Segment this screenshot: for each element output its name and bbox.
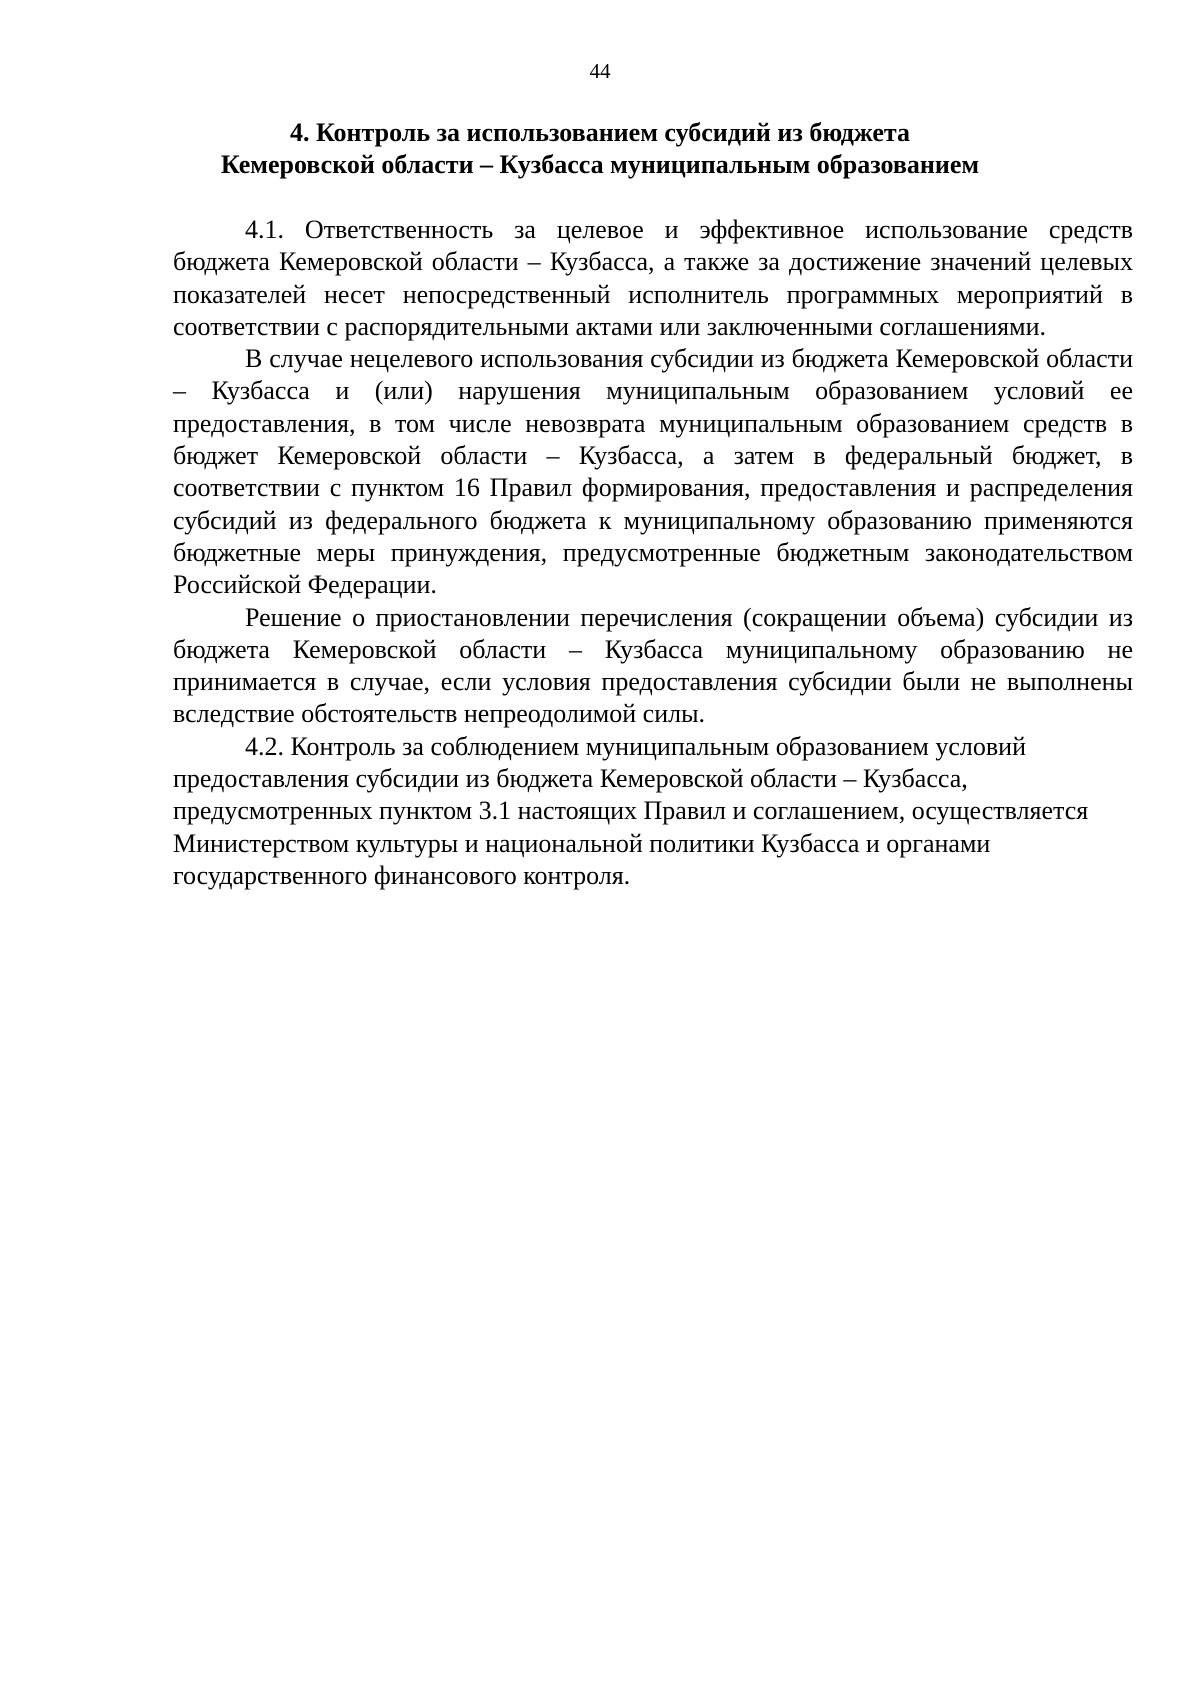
paragraph-misuse-measures: В случае нецелевого использования субсидии из бюджета Кемеровской области – Кузбасса и (или) нарушения муниципальным образованием условий ее предоставления, в том числе невозврата муниципальным образованием средств в бюджет Кемеровской области – Кузбасса, а затем в федеральный бюджет, в соответствии с пунктом 16 Правил формирования, предоставления и распределения субсидий из федерального бюджета к муниципальному образованию применяются бюджетные меры принуждения, предусмотренные бюджетным законодательством Российской Федерации.	[173, 344, 1133, 600]
section-heading-line-2: Кемеровской области – Кузбасса муниципальным образованием	[220, 150, 980, 179]
section-heading-line-1: 4. Контроль за использованием субсидий из бюджета	[289, 118, 910, 147]
page-number: 44	[589, 59, 611, 83]
section-heading	[0, 117, 1200, 181]
paragraph-4-1: 4.1. Ответственность за целевое и эффективное использование средств бюджета Кемеровской области – Кузбасса, а также за достижение значений целевых показателей несет непосредственный исполнитель программных мероприятий в соответствии с распорядительными актами или заключенными соглашениями.	[173, 215, 1133, 341]
paragraph-4-2: 4.2. Контроль за соблюдением муниципальным образованием условий предоставления субсидии из бюджета Кемеровской области – Кузбасса, предусмотренных пунктом 3.1 настоящих Правил и соглашением, осуществляется Министерством культуры и национальной политики Кузбасса и органами государственного финансового контроля.	[173, 731, 1089, 890]
document-body	[173, 214, 1133, 892]
paragraph-force-majeure: Решение о приостановлении перечисления (сокращении объема) субсидии из бюджета Кемеровской области – Кузбасса муниципальному образованию не принимается в случае, если условия предоставления субсидии были не выполнены вследствие обстоятельств непреодолимой силы.	[173, 602, 1133, 729]
